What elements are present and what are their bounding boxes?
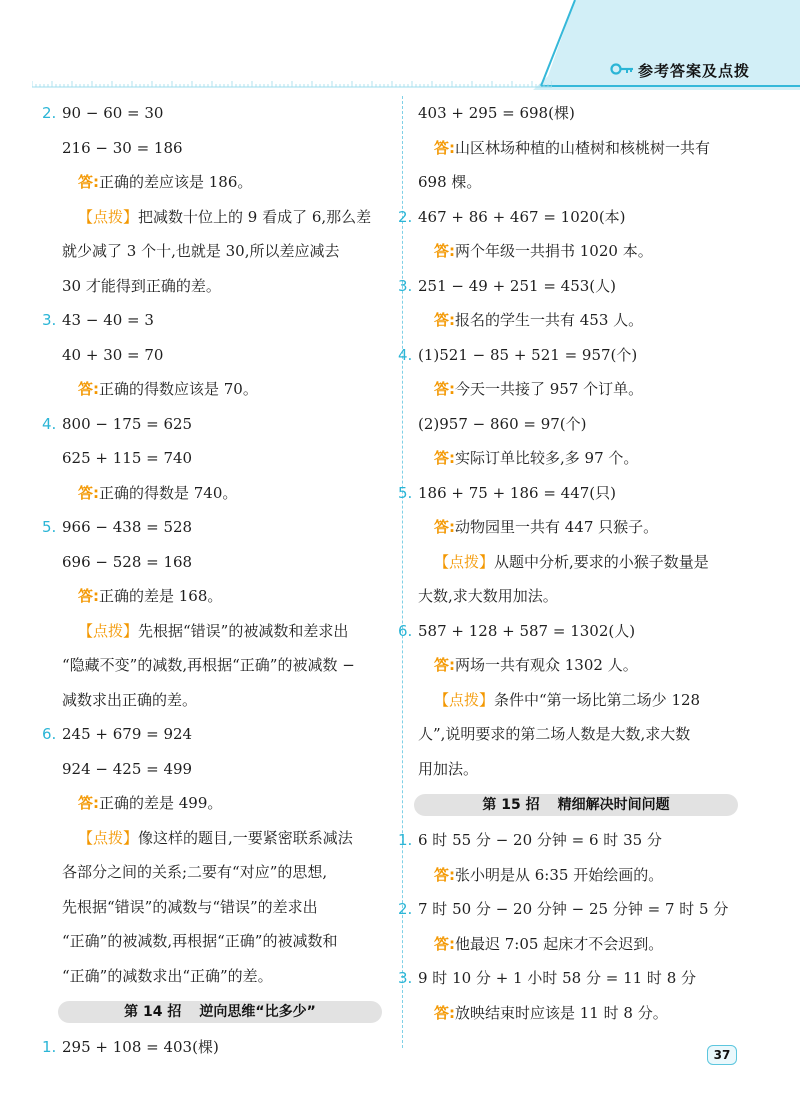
answer-item — [398, 269, 758, 338]
line-text: 正确的得数应该是 70。 — [99, 380, 258, 398]
answer-label: 答: — [434, 865, 455, 884]
answer-item — [418, 96, 758, 200]
item-number: 4. — [398, 345, 413, 364]
line-text: 先根据“错误”的被减数和差求出 — [138, 621, 349, 640]
answer-item — [398, 338, 758, 476]
text-line — [418, 579, 758, 614]
answer-line — [418, 372, 758, 407]
line-text: 924 − 425 = 499 — [62, 759, 193, 778]
line-text: 正确的差是 168。 — [99, 587, 223, 605]
text-line — [418, 338, 758, 373]
page-header — [0, 0, 800, 90]
answer-item — [398, 476, 758, 614]
line-text: 587 + 128 + 587 = 1302(人) — [418, 621, 636, 640]
section-number: 第 14 招 — [124, 1004, 182, 1020]
answer-item — [42, 96, 402, 303]
text-line — [62, 131, 402, 166]
line-text: 两个年级一共捐书 1020 本。 — [455, 242, 653, 260]
answer-label: 答: — [78, 587, 99, 605]
tip-line — [62, 200, 402, 235]
right-column — [398, 96, 758, 1030]
ruler-decoration — [32, 80, 552, 88]
line-text: 7 时 50 分 − 20 分钟 − 25 分钟 = 7 时 5 分 — [418, 900, 729, 918]
answer-line — [418, 234, 758, 269]
tip-label: 【点拨】 — [78, 828, 139, 847]
item-number: 6. — [42, 725, 57, 743]
answer-line — [62, 165, 402, 200]
answer-label: 答: — [434, 449, 455, 467]
line-text: 698 棵。 — [418, 173, 482, 191]
item-number: 1. — [42, 1038, 57, 1056]
line-text: 251 − 49 + 251 = 453(人) — [418, 276, 616, 295]
tip-label: 【点拨】 — [434, 690, 495, 709]
line-text: 966 − 438 = 528 — [62, 518, 193, 536]
answer-item — [398, 892, 758, 961]
line-text: 467 + 86 + 467 = 1020(本) — [418, 207, 626, 226]
key-icon — [610, 61, 634, 77]
answer-item — [42, 510, 402, 717]
line-text: 186 + 75 + 186 = 447(只) — [418, 483, 616, 502]
text-line — [62, 510, 402, 545]
line-text: “正确”的减数求出“正确”的差。 — [62, 966, 273, 985]
line-text: 大数,求大数用加法。 — [418, 587, 558, 605]
section-title: 逆向思维“比多少” — [199, 1004, 316, 1020]
text-line — [62, 441, 402, 476]
line-text: 先根据“错误”的减数与“错误”的差求出 — [62, 897, 318, 916]
answer-line — [62, 786, 402, 821]
answer-item — [398, 200, 758, 269]
answer-line — [62, 579, 402, 614]
answer-label: 答: — [434, 380, 455, 398]
tip-line — [418, 545, 758, 580]
line-text: (1)521 − 85 + 521 = 957(个) — [418, 345, 638, 364]
text-line — [418, 200, 758, 235]
item-number: 5. — [42, 518, 57, 536]
line-text: 216 − 30 = 186 — [62, 138, 183, 157]
page-number: 37 — [707, 1045, 737, 1065]
text-line — [62, 234, 402, 269]
line-text: 从题中分析,要求的小猴子数量是 — [494, 552, 709, 571]
tip-line — [418, 683, 758, 718]
line-text: 245 + 679 = 924 — [62, 725, 193, 743]
tip-line — [62, 821, 402, 856]
answer-line — [418, 858, 758, 893]
text-line — [62, 303, 402, 338]
answer-line — [418, 441, 758, 476]
text-line — [418, 269, 758, 304]
answer-label: 答: — [78, 483, 99, 502]
text-line — [62, 338, 402, 373]
line-text: 张小明是从 6:35 开始绘画的。 — [455, 865, 664, 884]
text-line — [62, 890, 402, 925]
line-text: 6 时 55 分 − 20 分钟 = 6 时 35 分 — [418, 831, 662, 849]
item-number: 3. — [398, 276, 413, 295]
answer-item — [398, 614, 758, 787]
line-text: 就少减了 3 个十,也就是 30,所以差应减去 — [62, 242, 340, 260]
text-line — [418, 961, 758, 996]
text-line — [418, 823, 758, 858]
line-text: 正确的差是 499。 — [99, 794, 223, 812]
answer-item — [42, 407, 402, 511]
line-text: 90 − 60 = 30 — [62, 104, 164, 122]
section-number: 第 15 招 — [482, 797, 540, 813]
text-line — [418, 614, 758, 649]
answer-line — [418, 996, 758, 1031]
text-line — [418, 752, 758, 787]
text-line — [62, 924, 402, 959]
item-number: 6. — [398, 621, 413, 640]
item-number: 2. — [398, 207, 413, 226]
answer-item — [398, 823, 758, 892]
answer-line — [418, 648, 758, 683]
line-text: 625 + 115 = 740 — [62, 449, 193, 467]
line-text: 403 + 295 = 698(棵) — [418, 104, 575, 122]
line-text: (2)957 − 860 = 97(个) — [418, 414, 587, 433]
line-text: 295 + 108 = 403(棵) — [62, 1038, 219, 1056]
line-text: 40 + 30 = 70 — [62, 345, 164, 364]
text-line — [62, 1030, 402, 1065]
answer-line — [418, 510, 758, 545]
line-text: 把减数十位上的 9 看成了 6,那么差 — [138, 207, 372, 226]
answer-line — [62, 476, 402, 511]
section-heading — [414, 794, 738, 816]
line-text: 696 − 528 = 168 — [62, 552, 193, 571]
header-title: 参考答案及点拨 — [637, 62, 750, 80]
answer-label: 答: — [78, 794, 99, 812]
tip-label: 【点拨】 — [78, 207, 139, 226]
answer-label: 答: — [78, 380, 99, 398]
tip-label: 【点拨】 — [78, 621, 139, 640]
item-number: 4. — [42, 414, 57, 433]
item-number: 2. — [398, 900, 413, 918]
text-line — [418, 476, 758, 511]
answer-line — [62, 372, 402, 407]
line-text: “正确”的被减数,再根据“正确”的被减数和 — [62, 932, 338, 950]
text-line — [62, 407, 402, 442]
line-text: 两场一共有观众 1302 人。 — [455, 656, 638, 674]
line-text: 用加法。 — [418, 759, 479, 778]
text-line — [62, 752, 402, 787]
answer-label: 答: — [78, 173, 99, 191]
text-line — [62, 269, 402, 304]
answer-label: 答: — [434, 518, 455, 536]
answer-label: 答: — [434, 242, 455, 260]
section-title: 精细解决时间问题 — [557, 797, 670, 813]
line-text: 放映结束时应该是 11 时 8 分。 — [455, 1003, 668, 1022]
answer-item — [42, 717, 402, 993]
line-text: 条件中“第一场比第二场少 128 — [494, 690, 701, 709]
item-number: 5. — [398, 483, 413, 502]
line-text: 今天一共接了 957 个订单。 — [455, 380, 644, 398]
text-line — [418, 717, 758, 752]
answer-label: 答: — [434, 656, 455, 674]
text-line — [62, 545, 402, 580]
line-text: 9 时 10 分 + 1 小时 58 分 = 11 时 8 分 — [418, 969, 697, 987]
item-number: 3. — [398, 969, 413, 987]
text-line — [62, 959, 402, 994]
line-text: 30 才能得到正确的差。 — [62, 276, 221, 295]
left-column — [42, 96, 402, 1065]
line-text: 43 − 40 = 3 — [62, 311, 154, 329]
line-text: 800 − 175 = 625 — [62, 414, 193, 433]
answer-label: 答: — [434, 138, 455, 157]
text-line — [418, 96, 758, 131]
line-text: 报名的学生一共有 453 人。 — [455, 311, 644, 329]
item-number: 2. — [42, 104, 57, 122]
text-line — [62, 683, 402, 718]
line-text: 山区林场种植的山楂树和核桃树一共有 — [455, 138, 711, 157]
line-text: 像这样的题目,一要紧密联系减法 — [138, 828, 353, 847]
line-text: 减数求出正确的差。 — [62, 690, 198, 709]
line-text: 正确的差应该是 186。 — [99, 173, 253, 191]
answer-item — [398, 961, 758, 1030]
answer-item — [42, 1030, 402, 1065]
text-line — [62, 96, 402, 131]
item-number: 1. — [398, 831, 413, 849]
line-text: 正确的得数是 740。 — [99, 483, 238, 502]
text-line — [418, 165, 758, 200]
answer-label: 答: — [434, 934, 455, 953]
answer-label: 答: — [434, 311, 455, 329]
line-text: 各部分之间的关系;二要有“对应”的思想, — [62, 863, 328, 881]
line-text: “隐藏不变”的减数,再根据“正确”的被减数 − — [62, 656, 355, 674]
tip-line — [62, 614, 402, 649]
answer-line — [418, 927, 758, 962]
line-text: 他最迟 7:05 起床才不会迟到。 — [455, 934, 664, 953]
item-number: 3. — [42, 311, 57, 329]
tip-label: 【点拨】 — [434, 552, 495, 571]
section-heading — [58, 1001, 382, 1023]
answer-line — [418, 303, 758, 338]
answer-item — [42, 303, 402, 407]
text-line — [62, 855, 402, 890]
line-text: 实际订单比较多,多 97 个。 — [455, 449, 639, 467]
text-line — [418, 407, 758, 442]
text-line — [62, 648, 402, 683]
text-line — [62, 717, 402, 752]
answer-line — [418, 131, 758, 166]
line-text: 动物园里一共有 447 只猴子。 — [455, 518, 659, 536]
answer-label: 答: — [434, 1003, 455, 1022]
line-text: 人”,说明要求的第二场人数是大数,求大数 — [418, 725, 691, 743]
text-line — [418, 892, 758, 927]
